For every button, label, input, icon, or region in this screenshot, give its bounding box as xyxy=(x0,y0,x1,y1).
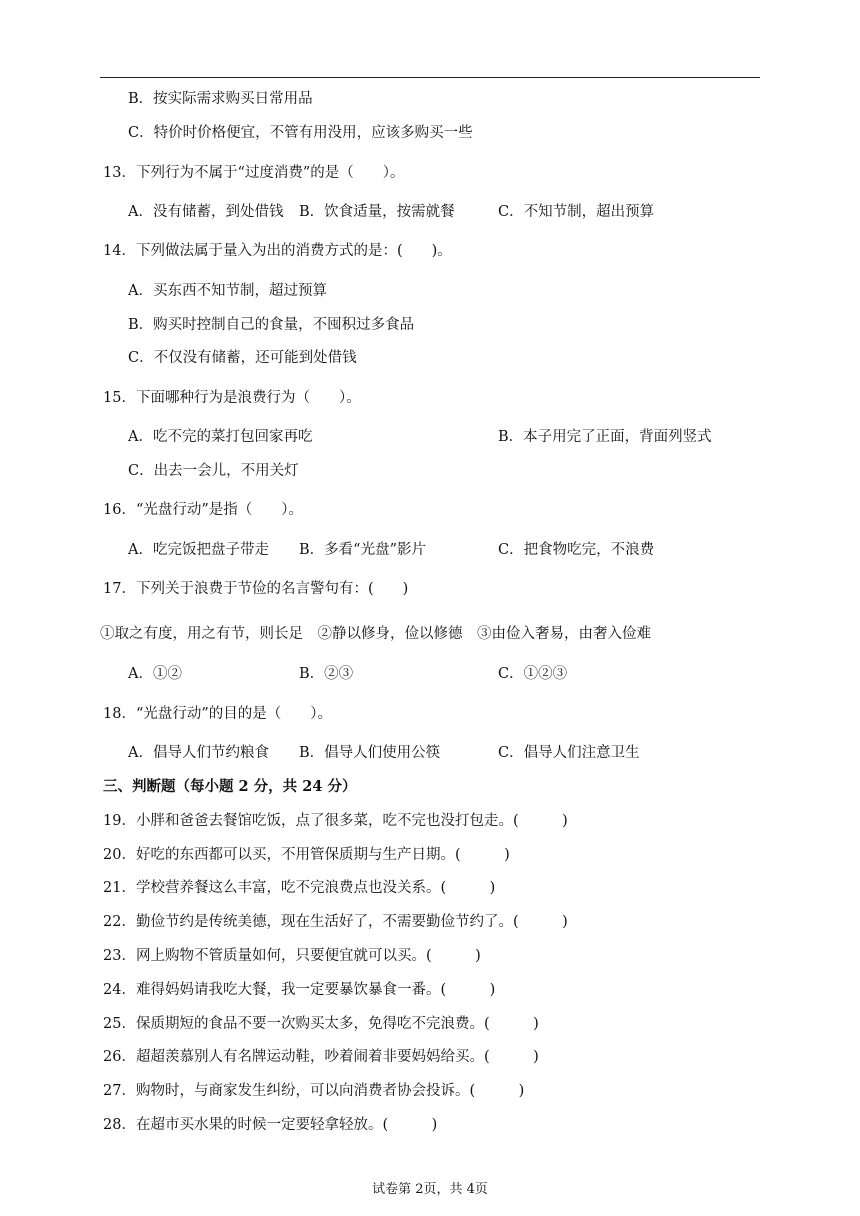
q17-option-a: A．①② xyxy=(128,666,182,682)
q13-stem: 13．下列行为不属于“过度消费”的是（ ）。 xyxy=(103,165,405,181)
q16-option-a: A．吃完饭把盘子带走 xyxy=(128,542,269,558)
q15-option-a: A．吃不完的菜打包回家再吃 xyxy=(128,429,313,445)
judgment-item: 21．学校营养餐这么丰富，吃不完浪费点也没关系。( ) xyxy=(103,880,496,896)
q14-option-c: C．不仅没有储蓄，还可能到处借钱 xyxy=(128,350,357,366)
q17-stem: 17．下列关于浪费于节俭的名言警句有：( ) xyxy=(103,581,409,597)
judgment-item: 24．难得妈妈请我吃大餐，我一定要暴饮暴食一番。( ) xyxy=(103,982,496,998)
judgment-item: 26．超超羡慕别人有名牌运动鞋，吵着闹着非要妈妈给买。( ) xyxy=(103,1049,539,1065)
judgment-item: 22．勤俭节约是传统美德，现在生活好了，不需要勤俭节约了。( ) xyxy=(103,914,568,930)
q13-option-b: B．饮食适量，按需就餐 xyxy=(299,204,455,220)
q16-option-b: B．多看“光盘”影片 xyxy=(299,542,426,558)
q14-option-a: A．买东西不知节制，超过预算 xyxy=(128,283,327,299)
q14-option-b: B．购买时控制自己的食量，不囤积过多食品 xyxy=(128,317,415,333)
judgment-item: 20．好吃的东西都可以买，不用管保质期与生产日期。( ) xyxy=(103,847,510,863)
q16-option-c: C．把食物吃完，不浪费 xyxy=(498,542,655,558)
q15-stem: 15．下面哪种行为是浪费行为（ ）。 xyxy=(103,390,361,406)
q14-stem: 14．下列做法属于量入为出的消费方式的是：( )。 xyxy=(103,243,452,259)
judgment-item: 25．保质期短的食品不要一次购买太多，免得吃不完浪费。( ) xyxy=(103,1016,539,1032)
q18-option-a: A．倡导人们节约粮食 xyxy=(128,745,269,761)
q18-stem: 18．“光盘行动”的目的是（ ）。 xyxy=(103,706,333,722)
q16-stem: 16．“光盘行动”是指（ ）。 xyxy=(103,502,304,518)
judgment-item: 23．网上购物不管质量如何，只要便宜就可以买。( ) xyxy=(103,948,481,964)
q15-option-c: C．出去一会儿，不用关灯 xyxy=(128,463,299,479)
q17-option-c: C．①②③ xyxy=(498,666,568,682)
judgment-item: 19．小胖和爸爸去餐馆吃饭，点了很多菜，吃不完也没打包走。( ) xyxy=(103,813,568,829)
q18-option-c: C．倡导人们注意卫生 xyxy=(498,745,640,761)
q17-option-b: B．②③ xyxy=(299,666,354,682)
q12-option-b: B．按实际需求购买日常用品 xyxy=(128,91,313,107)
page-footer: 试卷第 2页，共 4页 xyxy=(372,1182,488,1197)
section-3-title: 三、判断题（每小题 2 分，共 24 分） xyxy=(103,778,357,795)
q12-option-c: C．特价时价格便宜，不管有用没用，应该多购买一些 xyxy=(128,125,473,141)
q15-option-b: B．本子用完了正面，背面列竖式 xyxy=(498,429,712,445)
q18-option-b: B．倡导人们使用公筷 xyxy=(299,745,441,761)
q13-option-c: C．不知节制，超出预算 xyxy=(498,204,655,220)
judgment-item: 27．购物时，与商家发生纠纷，可以向消费者协会投诉。( ) xyxy=(103,1083,525,1099)
q17-quotes: ①取之有度，用之有节，则长足 ②静以修身，俭以修德 ③由俭入奢易，由奢入俭难 xyxy=(100,626,651,642)
q13-option-a: A．没有储蓄，到处借钱 xyxy=(128,204,284,220)
judgment-item: 28．在超市买水果的时候一定要轻拿轻放。( ) xyxy=(103,1117,438,1133)
header-rule xyxy=(100,77,760,78)
